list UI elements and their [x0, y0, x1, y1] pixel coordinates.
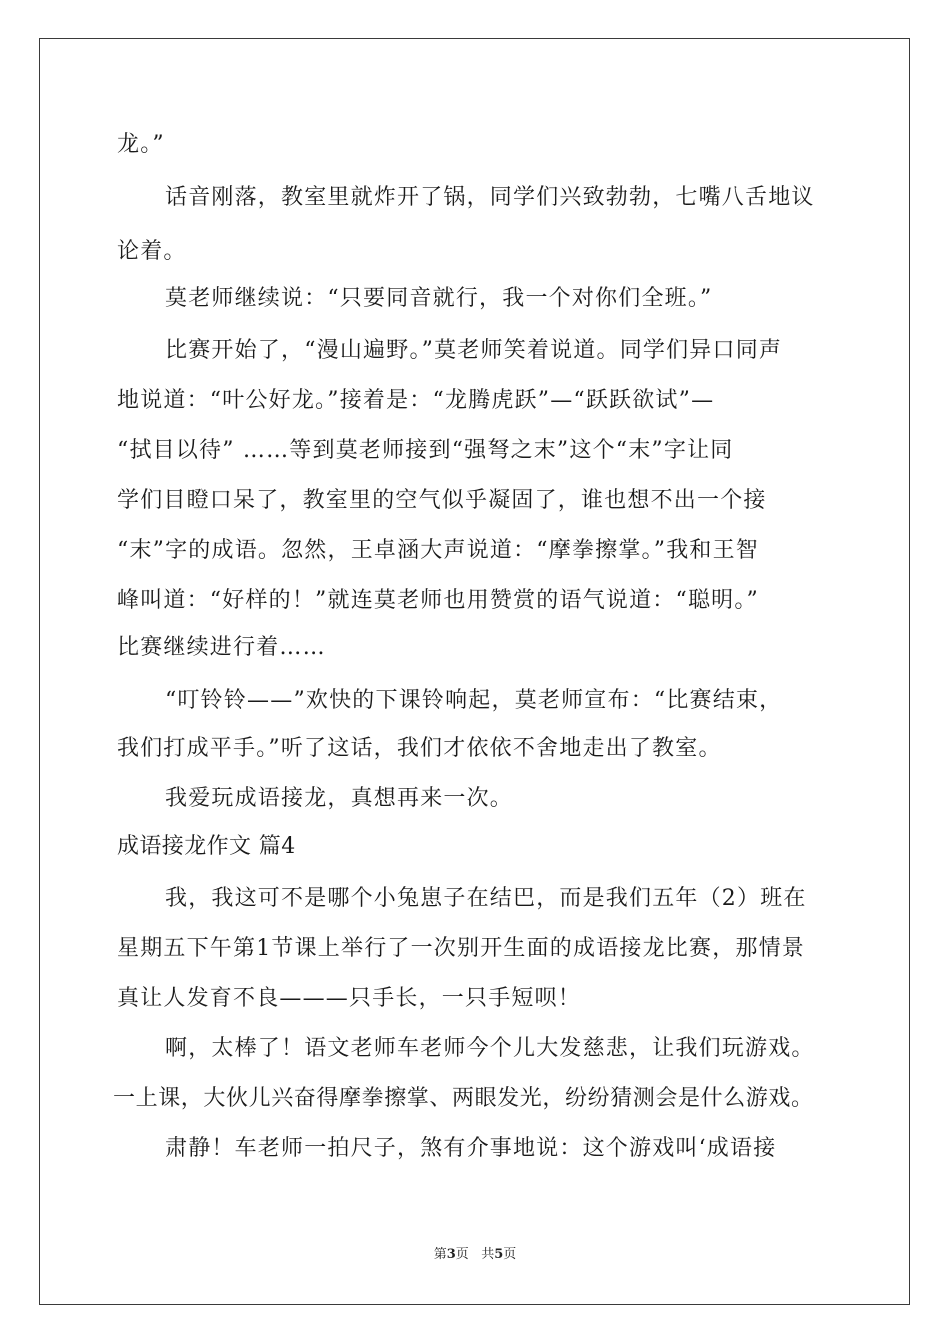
text-line: 真让人发育不良———只手长，一只手短呗！: [117, 986, 582, 1011]
text-line: 话音刚落，教室里就炸开了锅，同学们兴致勃勃，七嘴八舌地议: [165, 185, 815, 210]
text-line: “拭目以待” ……等到莫老师接到“强弩之末”这个“末”字让同: [117, 438, 734, 463]
text-line: “叮铃铃——”欢快的下课铃响起，莫老师宣布：“比赛结束，: [165, 688, 783, 713]
text-line: 肃静！车老师一拍尺子，煞有介事地说：这个游戏叫‘成语接: [165, 1136, 777, 1161]
text-line: 龙。”: [117, 132, 165, 157]
text-line: 莫老师继续说：“只要同音就行，我一个对你们全班。”: [165, 286, 713, 311]
text-line: “末”字的成语。忽然，王卓涵大声说道：“摩拳擦掌。”我和王智: [117, 538, 759, 563]
text-line: 学们目瞪口呆了，教室里的空气似乎凝固了，谁也想不出一个接: [117, 488, 767, 513]
footer-page-prefix: 第: [433, 1247, 447, 1262]
section-heading: 成语接龙作文 篇4: [117, 834, 296, 859]
text-line: 比赛开始了，“漫山遍野。”莫老师笑着说道。同学们异口同声: [165, 338, 783, 363]
text-line: 我，我这可不是哪个小兔崽子在结巴，而是我们五年（2）班在: [165, 886, 807, 911]
text-line: 星期五下午第1节课上举行了一次别开生面的成语接龙比赛，那情景: [117, 936, 805, 961]
footer-total-prefix: 共: [481, 1247, 495, 1262]
text-line: 地说道：“叶公好龙。”接着是：“龙腾虎跃”—“跃跃欲试”—: [117, 388, 715, 413]
text-line: 比赛继续进行着……: [117, 635, 326, 660]
page-footer: [0, 1246, 950, 1264]
footer-total-pages: 5: [494, 1247, 504, 1262]
text-line: 论着。: [117, 239, 187, 264]
footer-page-suffix: 页: [455, 1247, 469, 1262]
text-line: 峰叫道：“好样的！”就连莫老师也用赞赏的语气说道：“聪明。”: [117, 588, 759, 613]
text-line: 我们打成平手。”听了这话，我们才依依不舍地走出了教室。: [117, 736, 722, 761]
footer-total-suffix: 页: [503, 1247, 517, 1262]
text-line: 一上课，大伙儿兴奋得摩拳擦掌、两眼发光，纷纷猜测会是什么游戏。: [113, 1086, 814, 1111]
text-line: 我爱玩成语接龙，真想再来一次。: [165, 786, 514, 811]
footer-page-number: 3: [446, 1247, 456, 1262]
text-line: 啊，太棒了！语文老师车老师今个儿大发慈悲，让我们玩游戏。: [165, 1036, 815, 1061]
page-border: [39, 38, 910, 1305]
